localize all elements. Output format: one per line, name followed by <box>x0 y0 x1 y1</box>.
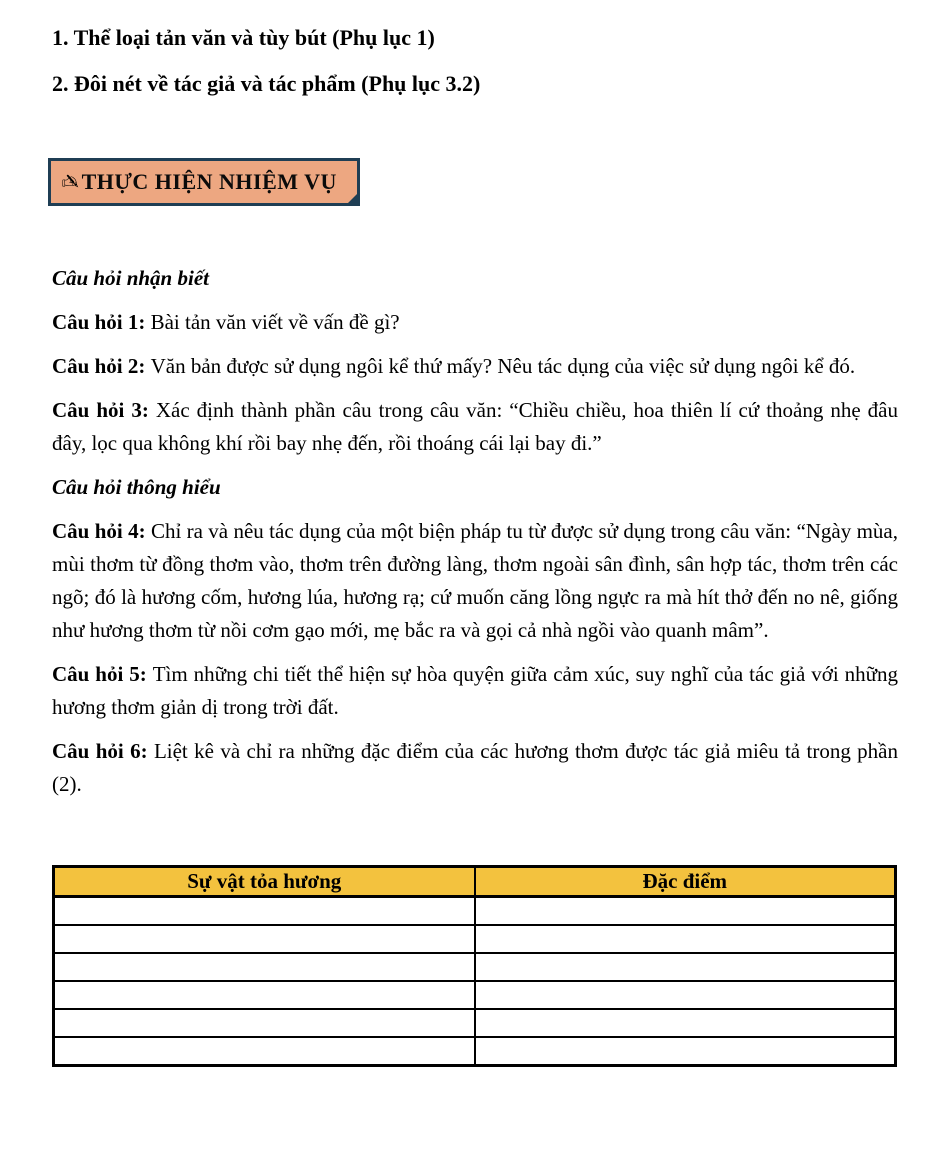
writing-hand-icon: ✍ <box>61 170 79 194</box>
answer-table <box>52 865 897 1067</box>
table-header-row <box>54 867 896 897</box>
question-4-label: Câu hỏi 4: <box>52 519 146 543</box>
numbered-heading-1: 1. Thể loại tản văn và tùy bút (Phụ lục 1) <box>52 25 435 50</box>
task-banner-label: THỰC HIỆN NHIỆM VỤ <box>81 169 337 194</box>
question-5-label: Câu hỏi 5: <box>52 662 147 686</box>
table-cell-empty[interactable] <box>475 1009 896 1037</box>
question-5-text: Tìm những chi tiết thể hiện sự hòa quyện giữa cảm xúc, suy nghĩ của tác giả với những hương thơm giản dị trong trời đất. <box>52 662 898 719</box>
table-cell-empty[interactable] <box>54 981 475 1009</box>
table-cell-empty[interactable] <box>54 925 475 953</box>
question-1-text: Bài tản văn viết về vấn đề gì? <box>150 310 400 334</box>
table-cell-empty[interactable] <box>54 953 475 981</box>
answer-table-body <box>54 897 896 1066</box>
table-row <box>54 1009 896 1037</box>
question-4-text: Chỉ ra và nêu tác dụng của một biện pháp tu từ được sử dụng trong câu văn: “Ngày mùa, mùi thơm từ đồng thơm vào, thơm trên đường làng, thơm ngoài sân đình, sân hợp tác, thơm trên các ngõ; đó là hương cốm, hương lúa, hương rạ; cứ muốn căng lồng ngực ra mà hít thở đến no nê, giống như hương thơm từ nồi cơm gạo mới, mẹ bắc ra và gọi cả nhà ngồi vào quanh mâm”. <box>52 519 899 642</box>
folded-corner <box>345 191 360 206</box>
question-3-text: Xác định thành phần câu trong câu văn: “Chiều chiều, hoa thiên lí cứ thoảng nhẹ đâu đây, lọc qua không khí rồi bay nhẹ đến, rồi thoáng cái lại bay đi.” <box>52 398 898 455</box>
task-banner <box>48 158 360 206</box>
table-cell-empty[interactable] <box>475 1037 896 1066</box>
table-row <box>54 1037 896 1066</box>
table-cell-empty[interactable] <box>475 897 896 926</box>
question-6-label: Câu hỏi 6: <box>52 739 148 763</box>
column-header-characteristics: Đặc điểm <box>475 867 896 897</box>
question-6 <box>52 735 898 801</box>
question-3-label: Câu hỏi 3: <box>52 398 149 422</box>
table-cell-empty[interactable] <box>475 925 896 953</box>
table-cell-empty[interactable] <box>54 1037 475 1066</box>
table-row <box>54 897 896 926</box>
question-2-text: Văn bản được sử dụng ngôi kể thứ mấy? Nêu tác dụng của việc sử dụng ngôi kể đó. <box>150 354 856 378</box>
table-row <box>54 925 896 953</box>
table-cell-empty[interactable] <box>54 897 475 926</box>
question-4 <box>52 515 898 647</box>
table-cell-empty[interactable] <box>475 953 896 981</box>
question-1-label: Câu hỏi 1: <box>52 310 146 334</box>
question-2 <box>52 350 898 383</box>
question-6-text: Liệt kê và chỉ ra những đặc điểm của các hương thơm được tác giả miêu tả trong phần (2). <box>52 739 899 796</box>
numbered-heading-2: 2. Đôi nét về tác giả và tác phẩm (Phụ lục 3.2) <box>52 71 481 96</box>
question-5 <box>52 658 898 724</box>
table-row <box>54 953 896 981</box>
question-1 <box>52 306 898 339</box>
column-header-scent-source: Sự vật tỏa hương <box>54 867 475 897</box>
table-cell-empty[interactable] <box>475 981 896 1009</box>
question-2-label: Câu hỏi 2: <box>52 354 146 378</box>
question-3 <box>52 394 898 460</box>
table-row <box>54 981 896 1009</box>
table-cell-empty[interactable] <box>54 1009 475 1037</box>
section-heading-recognition: Câu hỏi nhận biết <box>52 266 209 290</box>
section-heading-comprehension: Câu hỏi thông hiểu <box>52 475 221 499</box>
